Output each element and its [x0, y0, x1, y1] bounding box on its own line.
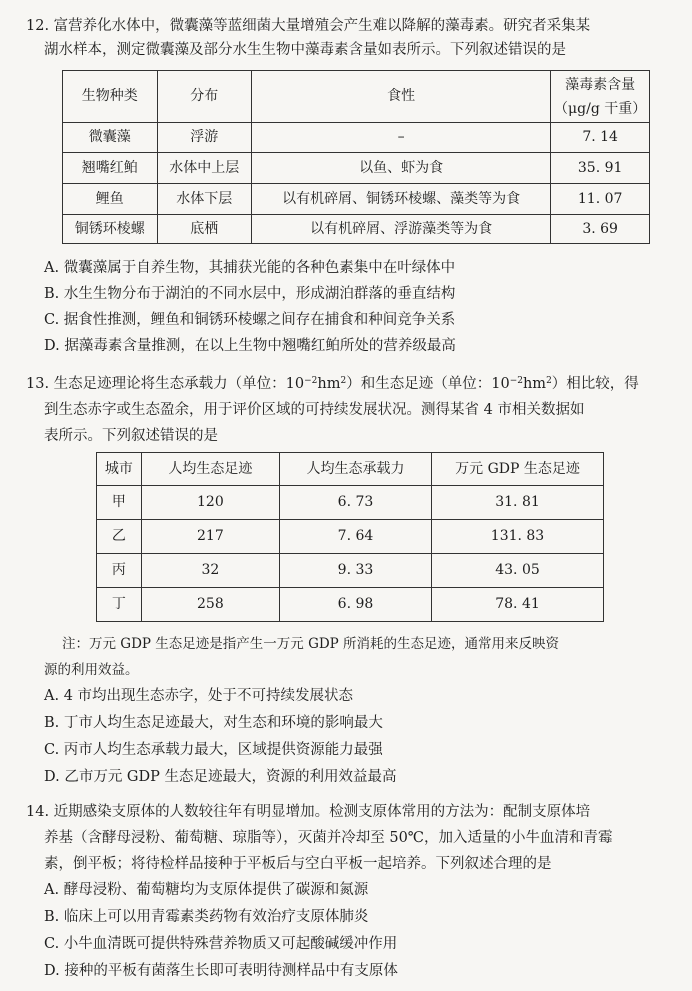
table-cell: 217 [141, 520, 279, 554]
table-cell: 6. 73 [279, 486, 431, 520]
table-cell: 120 [141, 486, 279, 520]
table-row [63, 123, 650, 153]
q13-header-gdp-footprint: 万元 GDP 生态足迹 [432, 453, 604, 486]
q14-option-c: C. 小牛血清既可提供特殊营养物质又可起酸碱缓冲作用 [44, 936, 398, 952]
table-row [97, 520, 604, 554]
question-13 [0, 372, 692, 450]
q13-note-line1: 注：万元 GDP 生态足迹是指产生一万元 GDP 所消耗的生态足迹，通常用来反映资 [62, 636, 560, 652]
q14-stem-line2: 养基（含酵母浸粉、葡萄糖、琼脂等），灭菌并冷却至 50℃，加入适量的小牛血清和青霉 [44, 830, 613, 846]
q12-header-distribution: 分布 [157, 71, 252, 123]
table-row [63, 184, 650, 215]
q13-options [0, 684, 692, 792]
q12-option-d: D. 据藻毒素含量推测，在以上生物中翘嘴红鲌所处的营养级最高 [44, 338, 456, 354]
q13-option-b: B. 丁市人均生态足迹最大，对生态和环境的影响最大 [44, 715, 383, 731]
q13-note [0, 632, 692, 684]
q13-option-c: C. 丙市人均生态承载力最大，区域提供资源能力最强 [44, 742, 383, 758]
q13-stem-line3: 表所示。下列叙述错误的是 [44, 428, 218, 444]
table-cell: 以有机碎屑、浮游藻类等为食 [252, 215, 551, 244]
q13-stem-text-c: ）和生态足迹（单位：10 [346, 376, 510, 392]
table-row [97, 486, 604, 520]
table-cell: 9. 33 [279, 554, 431, 588]
table-cell: 78. 41 [432, 588, 604, 622]
q13-stem-text-e: ）相比较，得 [551, 376, 639, 392]
q13-note-line2: 源的利用效益。 [44, 662, 139, 678]
table-cell: 铜锈环棱螺 [63, 215, 158, 244]
table-cell: 11. 07 [551, 184, 650, 215]
table-cell: 丁 [97, 588, 142, 622]
table-cell: 以有机碎屑、铜锈环棱螺、藻类等为食 [252, 184, 551, 215]
table-cell: 乙 [97, 520, 142, 554]
table-cell: 31. 81 [432, 486, 604, 520]
table-cell: 水体中上层 [157, 153, 252, 184]
table-cell: 32 [141, 554, 279, 588]
table-cell: 微囊藻 [63, 123, 158, 153]
table-row [63, 153, 650, 184]
q13-option-a: A. 4 市均出现生态赤字，处于不可持续发展状态 [44, 688, 354, 704]
table-cell: 3. 69 [551, 215, 650, 244]
table-cell: 258 [141, 588, 279, 622]
table-cell: 丙 [97, 554, 142, 588]
q14-option-a: A. 酵母浸粉、葡萄糖均为支原体提供了碳源和氮源 [44, 882, 369, 898]
table-cell: 以鱼、虾为食 [252, 153, 551, 184]
table-cell: 鲤鱼 [63, 184, 158, 215]
q13-stem-text-b: hm [317, 376, 341, 392]
q14-option-d: D. 接种的平板有菌落生长即可表明待测样品中有支原体 [44, 963, 398, 979]
q13-exponent-1: −2 [304, 376, 318, 386]
q12-option-b: B. 水生生物分布于湖泊的不同水层中，形成湖泊群落的垂直结构 [44, 286, 456, 302]
table-cell: 7. 14 [551, 123, 650, 153]
q12-header-toxin-unit: （μg/g 干重） [554, 100, 647, 117]
q14-stem-line1: 14. 近期感染支原体的人数较往年有明显增加。检测支原体常用的方法为：配制支原体培 [26, 804, 591, 820]
table-cell: 131. 83 [432, 520, 604, 554]
q12-header-toxin-label: 藻毒素含量 [565, 76, 636, 93]
table-row [63, 215, 650, 244]
q13-exponent-2: −2 [509, 376, 523, 386]
table-cell: 35. 91 [551, 153, 650, 184]
table-cell: 水体下层 [157, 184, 252, 215]
q13-stem-text-d: hm [522, 376, 547, 392]
q13-header-capacity: 人均生态承载力 [279, 453, 431, 486]
q14-stem-line3: 素，倒平板；将待检样品接种于平板后与空白平板一起培养。下列叙述合理的是 [44, 856, 552, 872]
q13-option-d: D. 乙市万元 GDP 生态足迹最大，资源的利用效益最高 [44, 769, 397, 785]
table-cell: 翘嘴红鲌 [63, 153, 158, 184]
q12-stem-line1: 12. 富营养化水体中，微囊藻等蓝细菌大量增殖会产生难以降解的藻毒素。研究者采集某 [26, 18, 591, 34]
q12-header-diet: 食性 [252, 71, 551, 123]
table-row [97, 554, 604, 588]
table-cell: 底栖 [157, 215, 252, 244]
q13-stem-line1 [26, 372, 662, 398]
q13-square-1: 2 [340, 376, 347, 386]
table-cell: 甲 [97, 486, 142, 520]
table-cell: 43. 05 [432, 554, 604, 588]
table-cell: 6. 98 [279, 588, 431, 622]
q13-header-footprint: 人均生态足迹 [141, 453, 279, 486]
q13-square-2: 2 [546, 376, 552, 386]
q12-stem-line2: 湖水样本，测定微囊藻及部分水生生物中藻毒素含量如表所示。下列叙述错误的是 [44, 42, 566, 58]
q13-stem-line2: 到生态赤字或生态盈余，用于评价区域的可持续发展状况。测得某省 4 市相关数据如 [44, 402, 585, 418]
table-row [97, 588, 604, 622]
q12-table [62, 70, 650, 244]
q12-option-c: C. 据食性推测，鲤鱼和铜锈环棱螺之间存在捕食和种间竞争关系 [44, 312, 456, 328]
q13-header-city: 城市 [97, 453, 142, 486]
q12-option-a: A. 微囊藻属于自养生物，其捕获光能的各种色素集中在叶绿体中 [44, 260, 456, 276]
q12-options [0, 256, 692, 360]
table-cell: 浮游 [157, 123, 252, 153]
question-12 [0, 14, 692, 62]
q12-header-species: 生物种类 [63, 71, 158, 123]
question-14 [0, 800, 692, 878]
q12-header-toxin [551, 71, 650, 123]
q14-option-b: B. 临床上可以用青霉素类药物有效治疗支原体肺炎 [44, 909, 369, 925]
q13-stem-text-a: 13. 生态足迹理论将生态承载力（单位：10 [26, 376, 305, 392]
q13-table [96, 452, 604, 622]
table-cell: 7. 64 [279, 520, 431, 554]
q14-options [0, 878, 692, 986]
table-cell: – [252, 123, 551, 153]
